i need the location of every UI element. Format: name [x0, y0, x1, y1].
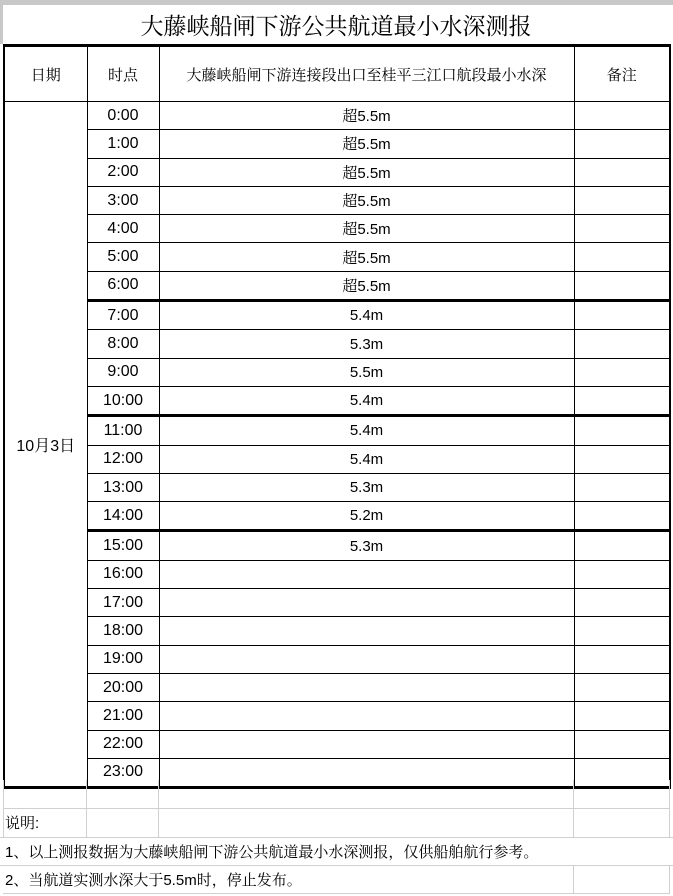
- depth-cell: [159, 560, 574, 588]
- time-cell: 18:00: [87, 617, 159, 645]
- remark-cell: [574, 560, 670, 588]
- table-row: [4, 243, 670, 271]
- depth-cell: 超5.5m: [159, 215, 574, 243]
- table-row: [4, 102, 670, 130]
- table-row: [4, 645, 670, 673]
- table-row: [4, 445, 670, 473]
- time-cell: 13:00: [87, 473, 159, 501]
- depth-cell: 超5.5m: [159, 186, 574, 214]
- col-header-depth: 大藤峡船闸下游连接段出口至桂平三江口航段最小水深: [159, 46, 574, 102]
- time-cell: 12:00: [87, 445, 159, 473]
- depth-cell: [159, 702, 574, 730]
- gridline: [3, 893, 670, 894]
- remark-cell: [574, 730, 670, 758]
- time-cell: 17:00: [87, 589, 159, 617]
- table-row: [4, 330, 670, 358]
- remark-cell: [574, 445, 670, 473]
- note-item-2: 2、当航道实测水深大于5.5m时，停止发布。: [5, 871, 302, 889]
- remark-cell: [574, 416, 670, 445]
- time-cell: 14:00: [87, 502, 159, 531]
- table-row: [4, 531, 670, 560]
- table-row: [4, 589, 670, 617]
- depth-cell: 5.4m: [159, 445, 574, 473]
- depth-cell: 5.2m: [159, 502, 574, 531]
- time-cell: 20:00: [87, 673, 159, 701]
- time-cell: 4:00: [87, 215, 159, 243]
- time-cell: 15:00: [87, 531, 159, 560]
- table-row: [4, 386, 670, 415]
- time-cell: 11:00: [87, 416, 159, 445]
- gridline: [3, 808, 670, 809]
- remark-cell: [574, 301, 670, 330]
- table-row: [4, 358, 670, 386]
- depth-cell: 超5.5m: [159, 130, 574, 158]
- report-title: 大藤峡船闸下游公共航道最小水深测报: [140, 13, 532, 39]
- depth-cell: 5.3m: [159, 473, 574, 501]
- remark-cell: [574, 158, 670, 186]
- time-cell: 3:00: [87, 186, 159, 214]
- table-row: [4, 416, 670, 445]
- remark-cell: [574, 358, 670, 386]
- time-cell: 5:00: [87, 243, 159, 271]
- time-cell: 0:00: [87, 102, 159, 130]
- remark-cell: [574, 617, 670, 645]
- gridline: [669, 865, 670, 893]
- depth-cell: [159, 730, 574, 758]
- depth-cell: [159, 758, 574, 787]
- table-row: [4, 215, 670, 243]
- remark-cell: [574, 386, 670, 415]
- remark-cell: [574, 130, 670, 158]
- remark-cell: [574, 673, 670, 701]
- time-cell: 2:00: [87, 158, 159, 186]
- table-row: [4, 673, 670, 701]
- remark-cell: [574, 215, 670, 243]
- remark-cell: [574, 102, 670, 130]
- remark-cell: [574, 702, 670, 730]
- depth-cell: [159, 589, 574, 617]
- time-cell: 23:00: [87, 758, 159, 787]
- table-row: [4, 130, 670, 158]
- depth-cell: 5.5m: [159, 358, 574, 386]
- table-row: [4, 617, 670, 645]
- time-cell: 6:00: [87, 271, 159, 300]
- table-row: [4, 158, 670, 186]
- note-item-1: 1、以上测报数据为大藤峡船闸下游公共航道最小水深测报，仅供船舶航行参考。: [5, 843, 539, 861]
- depth-cell: 5.3m: [159, 330, 574, 358]
- time-cell: 10:00: [87, 386, 159, 415]
- depth-cell: 超5.5m: [159, 271, 574, 300]
- remark-cell: [574, 271, 670, 300]
- table-row: [4, 758, 670, 787]
- remark-cell: [574, 473, 670, 501]
- remark-cell: [574, 502, 670, 531]
- time-cell: 7:00: [87, 301, 159, 330]
- remark-cell: [574, 531, 670, 560]
- table-row: [4, 560, 670, 588]
- table-row: [4, 502, 670, 531]
- time-cell: 1:00: [87, 130, 159, 158]
- col-header-date: 日期: [4, 46, 87, 102]
- depth-cell: [159, 645, 574, 673]
- depth-cell: 5.4m: [159, 301, 574, 330]
- remark-cell: [574, 589, 670, 617]
- time-cell: 19:00: [87, 645, 159, 673]
- table-row: [4, 702, 670, 730]
- time-cell: 16:00: [87, 560, 159, 588]
- time-cell: 22:00: [87, 730, 159, 758]
- depth-report-table: [3, 44, 671, 789]
- date-cell: 10月3日: [4, 102, 87, 788]
- remark-cell: [574, 243, 670, 271]
- table-row: [4, 730, 670, 758]
- remark-cell: [574, 758, 670, 787]
- depth-cell: 超5.5m: [159, 102, 574, 130]
- depth-cell: 5.4m: [159, 386, 574, 415]
- gridline: [573, 865, 574, 893]
- time-cell: 21:00: [87, 702, 159, 730]
- remark-cell: [574, 330, 670, 358]
- table-row: [4, 271, 670, 300]
- remark-cell: [574, 186, 670, 214]
- depth-cell: 5.4m: [159, 416, 574, 445]
- time-cell: 9:00: [87, 358, 159, 386]
- depth-cell: [159, 617, 574, 645]
- depth-cell: 5.3m: [159, 531, 574, 560]
- depth-cell: 超5.5m: [159, 158, 574, 186]
- depth-cell: 超5.5m: [159, 243, 574, 271]
- table-row: [4, 186, 670, 214]
- depth-cell: [159, 673, 574, 701]
- col-header-time: 时点: [87, 46, 159, 102]
- notes-label: 说明:: [5, 815, 40, 832]
- table-row: [4, 473, 670, 501]
- col-header-remark: 备注: [574, 46, 670, 102]
- time-cell: 8:00: [87, 330, 159, 358]
- header-row: [4, 46, 670, 102]
- remark-cell: [574, 645, 670, 673]
- table-row: [4, 301, 670, 330]
